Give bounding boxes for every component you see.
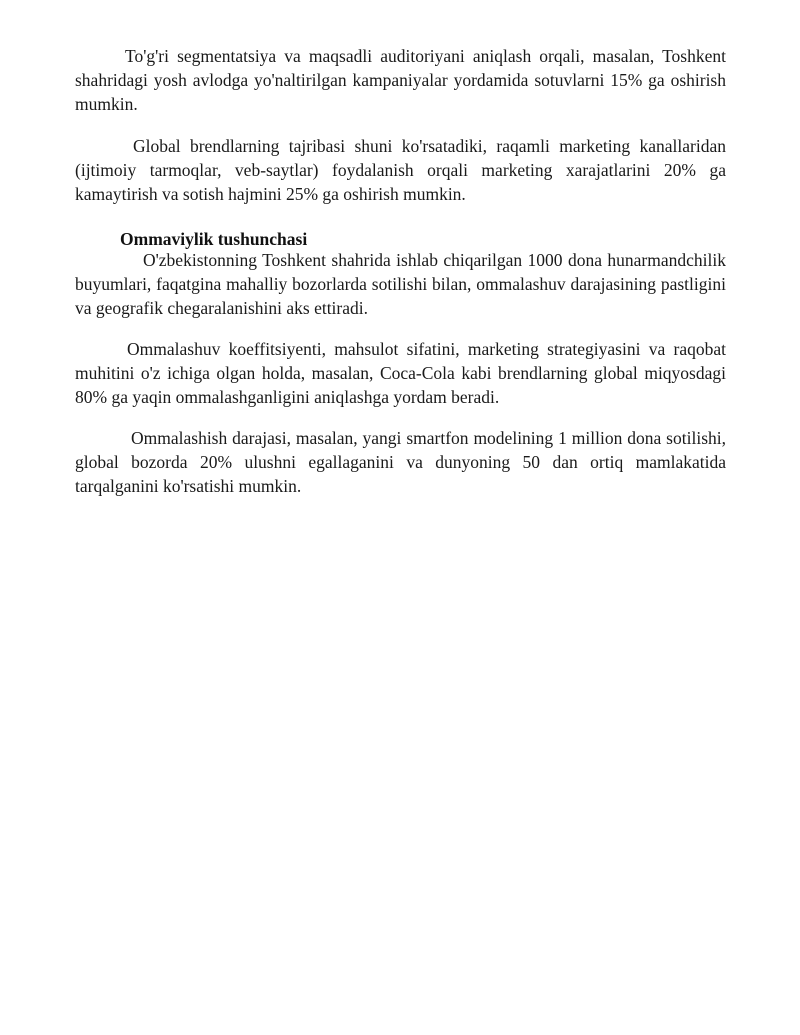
paragraph-handicrafts: O'zbekistonning Toshkent shahrida ishlab chiqarilgan 1000 dona hunarmandchilik buyumlari, faqatgina mahalliy bozorlarda sotilishi bilan, ommalashuv darajasining pastligini va geografik chegaralanishini aks ettiradi. bbox=[75, 250, 726, 318]
paragraph-global-brands: Global brendlarning tajribasi shuni ko'rsatadiki, raqamli marketing kanallaridan (ijtimoiy tarmoqlar, veb-saytlar) foydalanish orqali marketing xarajatlarini 20% ga kamaytirish va sotish hajmini 25% ga oshirish mumkin. bbox=[75, 136, 726, 204]
section-heading: Ommaviylik tushunchasi bbox=[120, 229, 308, 249]
paragraph-popularity-coefficient: Ommalashuv koeffitsiyenti, mahsulot sifatini, marketing strategiyasini va raqobat muhitini o'z ichiga olgan holda, masalan, Coca-Cola kabi brendlarning global miqyosdagi 80% ga yaqin ommalashganligini aniqlashga yordam beradi. bbox=[75, 339, 726, 407]
paragraph-segmentation: To'g'ri segmentatsiya va maqsadli auditoriyani aniqlash orqali, masalan, Toshkent shahridagi yosh avlodga yo'naltirilgan kampaniyalar yordamida sotuvlarni 15% ga oshirish mumkin. bbox=[75, 46, 726, 114]
paragraph-popularity-level: Ommalashish darajasi, masalan, yangi smartfon modelining 1 million dona sotilishi, global bozorda 20% ulushni egallaganini va dunyoning 50 dan ortiq mamlakatida tarqalganini ko'rsatishi mumkin. bbox=[75, 428, 726, 496]
